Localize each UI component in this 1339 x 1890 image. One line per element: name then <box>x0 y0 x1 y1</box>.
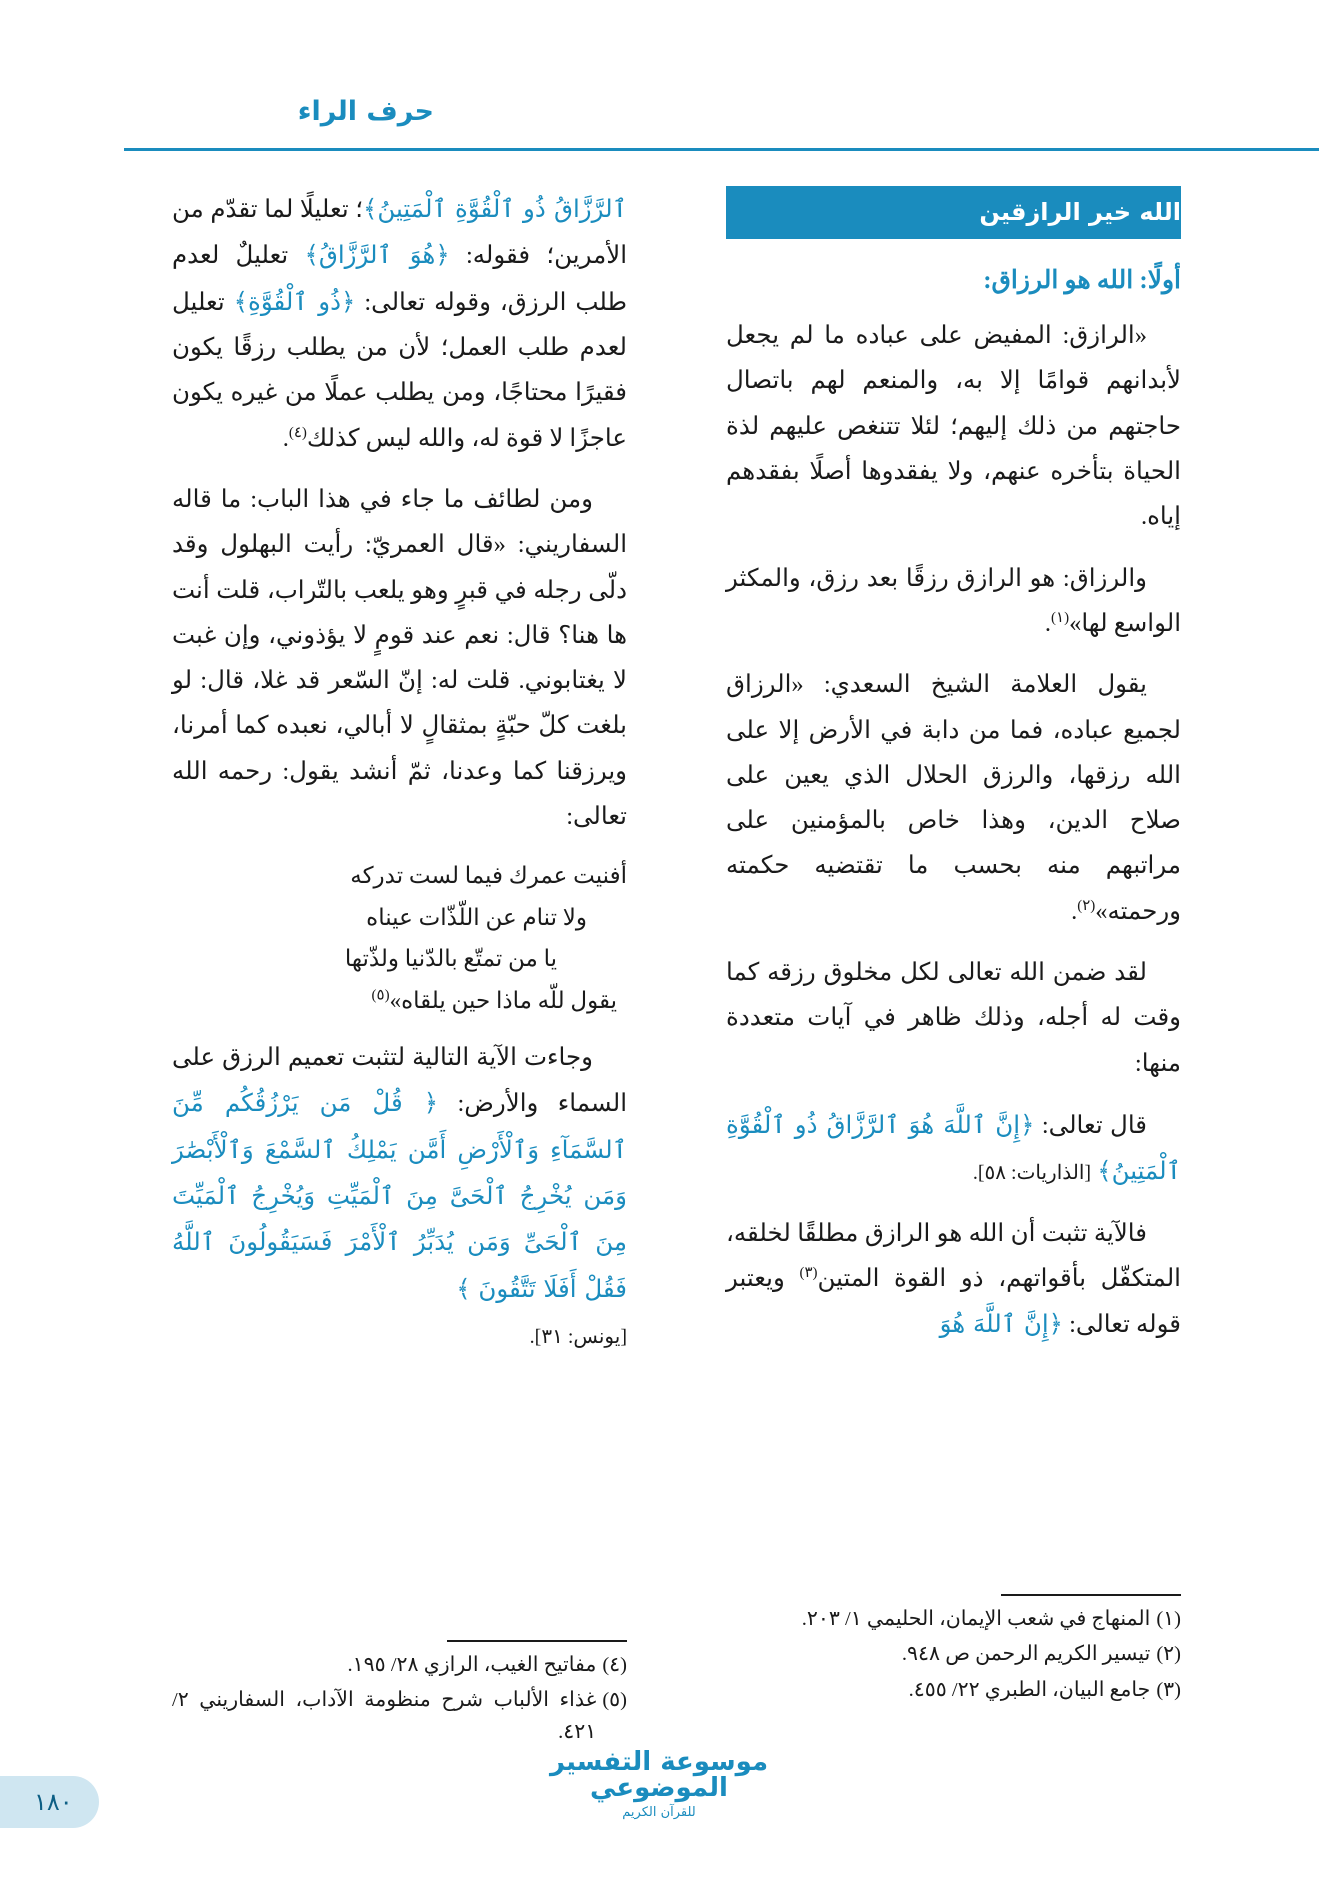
footnotes-right-column <box>726 1594 1181 1711</box>
footnote-item <box>726 1675 1181 1707</box>
footnote-item <box>726 1639 1181 1671</box>
footnote-item <box>726 1604 1181 1636</box>
footnote-marker-2: (٢) <box>1077 897 1096 914</box>
quran-phrase-huwa-razzaq: ﴿هُوَ ٱلرَّزَّاقُ﴾ <box>304 240 450 270</box>
paragraph-razzaq <box>726 556 1181 647</box>
paragraph-commentary-mid: ويعتبر قوله تعالى: <box>726 1264 1181 1339</box>
paragraph-verse-intro <box>726 1102 1181 1195</box>
paragraph-razzaq-end: . <box>1044 609 1052 637</box>
poetry-line-3: يا من تمتّع بالدّنيا ولذّتها <box>344 946 557 972</box>
paragraph-commentary <box>726 1211 1181 1348</box>
footnote-number: (٢) <box>1156 1643 1181 1666</box>
footnote-number: (٣) <box>1156 1679 1181 1702</box>
paragraph-saadi-end: . <box>1071 897 1078 925</box>
quran-phrase-dhul-quwwa: ﴿ذُو ٱلْقُوَّةِ﴾ <box>233 286 356 316</box>
footnote-text: مفاتيح الغيب، الرازي ٢٨/ ١٩٥. <box>347 1653 597 1676</box>
tafsir-text-b: تعليلٌ لعدم طلب الرزق، وقوله تعالى: <box>172 242 627 316</box>
publisher-logo <box>539 1749 779 1820</box>
tafsir-text-c: تعليل لعدم طلب العمل؛ لأن من يطلب رزقًا يكون فقيرًا محتاجًا، ومن يطلب عملًا من غيره يكون عاجزًا لا قوة له، والله ليس كذلك <box>172 288 627 452</box>
paragraph-razzaq-text: والرزاق: هو الرازق رزقًا بعد رزق، والمكثر الواسع لها» <box>726 564 1181 637</box>
verse-reference-yunus: [يونس: ٣١]. <box>529 1325 627 1348</box>
poetry-line-2: ولا تنام عن اللّذّات عيناه <box>366 904 587 930</box>
footnote-marker-1: (١) <box>1051 609 1070 626</box>
paragraph-next-verse-intro <box>172 1035 627 1312</box>
verse-reference-dhariyat: [الذاريات: ٥٨]. <box>972 1162 1092 1185</box>
publisher-logo-line1: موسوعة التفسير الموضوعي <box>549 1747 769 1803</box>
paragraph-saadi <box>726 662 1181 934</box>
footnotes-left-column <box>172 1640 627 1753</box>
quran-verse-yunus: ﴿ قُلْ مَن يَرْزُقُكُم مِّنَ ٱلسَّمَآءِ وَٱلْأَرْضِ أَمَّن يَمْلِكُ ٱلسَّمْعَ وَٱلْأَبْصَٰرَ وَمَن يُخْرِجُ ٱلْحَىَّ مِنَ ٱلْمَيِّتِ وَيُخْرِجُ ٱلْمَيِّتَ مِنَ ٱلْحَىِّ وَمَن يُدَبِّرُ ٱلْأَمْرَ فَسَيَقُولُونَ ٱللَّهُ فَقُلْ أَفَلَا تَتَّقُونَ ﴾ <box>172 1088 627 1303</box>
subsection-heading: أولًا: الله هو الرزاق: <box>983 267 1181 294</box>
poetry-line-4-text: يقول للّه ماذا حين يلقاه» <box>389 987 617 1013</box>
paragraph-guarantee: لقد ضمن الله تعالى لكل مخلوق رزقه كما وقت له أجله، وذلك ظاهر في آيات متعددة منها: <box>726 959 1181 1077</box>
section-banner: الله خير الرازقين <box>726 186 1181 239</box>
column-right <box>726 186 1181 1364</box>
footnote-text: غذاء الألباب شرح منظومة الآداب، السفاريني ٢/ ٤٢١. <box>172 1689 597 1744</box>
poetry-line-4 <box>172 980 627 1021</box>
verse-intro-label: قال تعالى: <box>1041 1112 1148 1139</box>
header-title: حرف الراء <box>297 96 434 127</box>
tafsir-text-a: ؛ تعليلًا لما تقدّم من الأمرين؛ فقوله: <box>172 196 628 270</box>
footnote-item <box>172 1650 627 1682</box>
footnote-marker-3: (٣) <box>799 1264 818 1281</box>
paragraph-saadi-text: يقول العلامة الشيخ السعدي: «الرزاق لجميع عباده، فما من دابة في الأرض إلا على الله رزقها، والرزق الحلال الذي يعين على صلاح الدين، وهذا خاص بالمؤمنين على مراتبهم منه بحسب ما تقتضيه حكمته ورحمته» <box>726 671 1181 925</box>
header-divider <box>124 148 1319 151</box>
footnote-number: (٤) <box>602 1653 627 1676</box>
footnote-text: تيسير الكريم الرحمن ص ٩٤٨. <box>901 1643 1151 1666</box>
footnote-item <box>172 1685 627 1749</box>
publisher-logo-line2: للقرآن الكريم <box>622 1805 696 1820</box>
footnote-number: (٥) <box>602 1689 627 1712</box>
page-header <box>0 96 1339 156</box>
page-number-badge: ١٨٠ <box>0 1776 99 1828</box>
footnote-marker-5: (٥) <box>371 986 390 1003</box>
quran-verse-continued: ٱلرَّزَّاقُ ذُو ٱلْقُوَّةِ ٱلْمَتِينُ﴾ <box>363 194 627 223</box>
footnote-marker-4: (٤) <box>288 424 307 441</box>
paragraph-tafsir-continued <box>172 186 627 461</box>
next-verse-intro-text: وجاءت الآية التالية لتثبت تعميم الرزق على السماء والأرض: <box>172 1043 627 1118</box>
footnote-divider-right <box>1001 1594 1181 1596</box>
footnote-text: جامع البيان، الطبري ٢٢/ ٤٥٥. <box>908 1679 1151 1702</box>
paragraph-definition: «الرازق: المفيض على عباده ما لم يجعل لأبدانهم قوامًا إلا به، والمنعم لهم باتصال حاجتهم من ذلك إليهم؛ لئلا تتنغص عليهم لذة الحياة بتأخره عنهم، ولا يفقدوها أصلًا بفقدهم إياه. <box>726 322 1181 531</box>
quran-verse-partial: ﴿إِنَّ ٱللَّهَ هُوَ <box>939 1309 1063 1339</box>
paragraph-commentary-text: فالآية تثبت أن الله هو الرازق مطلقًا لخلقه، المتكفّل بأقواتهم، ذو القوة المتين <box>726 1219 1181 1292</box>
poetry-line-1: أفنيت عمرك فيما لست تدركه <box>350 863 627 889</box>
quran-verse-dhariyat: ﴿إِنَّ ٱللَّهَ هُوَ ٱلرَّزَّاقُ ذُو ٱلْقُوَّةِ ٱلْمَتِينُ﴾ <box>726 1110 1181 1186</box>
column-left <box>172 186 627 1363</box>
tafsir-text-end: . <box>282 424 289 452</box>
footnote-divider-left <box>447 1640 627 1642</box>
footnote-number: (١) <box>1156 1607 1181 1630</box>
paragraph-anecdote: ومن لطائف ما جاء في هذا الباب: ما قاله السفاريني: «قال العمريّ: رأيت البهلول وقد دلّى رجله في قبرٍ وهو يلعب بالتّراب، قلت أنت ها هنا؟ قال: نعم عند قومٍ لا يؤذوني، وإن غبت لا يغتابوني. قلت له: إنّ السّعر قد غلا، قال: لو بلغت كلّ حبّةٍ بمثقالٍ لا أبالي، نعبده كما أمرنا، ويرزقنا كما وعدنا، ثمّ أنشد يقول: رحمه الله تعالى: <box>172 485 627 831</box>
footnote-text: المنهاج في شعب الإيمان، الحليمي ١/ ٢٠٣. <box>801 1607 1151 1630</box>
